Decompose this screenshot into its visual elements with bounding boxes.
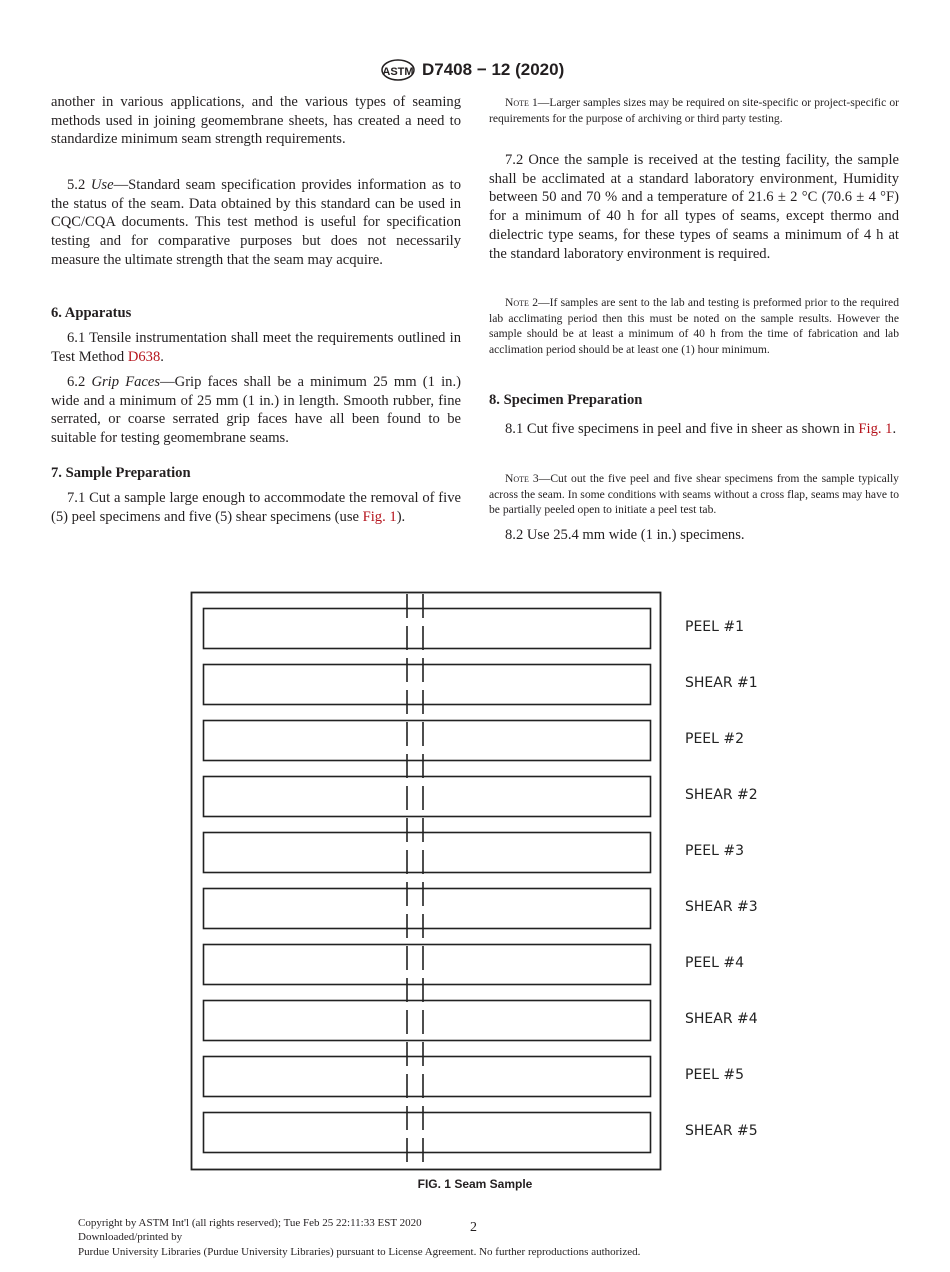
specimen-strip [204,1001,651,1041]
specimen-label: PEEL #5 [685,1067,745,1083]
section-heading-8: 8. Specimen Preparation [489,392,643,408]
paragraph-7-1: 7.1 Cut a sample large enough to accommodate the removal of five (5) peel specimens and five (5) shear specimens (use Fig. 1). [51,490,461,525]
section-heading-6: 6. Apparatus [51,305,132,321]
specimen-label: PEEL #1 [685,619,745,635]
specimen-label: SHEAR #3 [685,899,758,915]
specimen-strip [204,833,651,873]
paragraph-6-1: 6.1 Tensile instrumentation shall meet the requirements outlined in Test Method D638. [51,330,461,365]
specimen-strip [204,945,651,985]
note-2: Note 2—If samples are sent to the lab and testing is preformed prior to the required lab acclimating period then this must be noted on the sample results. However the sample should be at least a minimum of 40 h from the time of fabrication and lab acclimation period should be at least one (1) hour minimum. [489,296,899,356]
sample-outline [192,593,661,1170]
footer-downloaded: Downloaded/printed by [78,1231,183,1243]
paragraph-8-1: 8.1 Cut five specimens in peel and five in sheer as shown in Fig. 1. [505,421,897,437]
specimen-strip [204,721,651,761]
specimen-strip [204,665,651,705]
figure-caption: FIG. 1 Seam Sample [417,1177,533,1191]
specimen-label: PEEL #4 [685,955,745,971]
specimen-strip [204,1057,651,1097]
specimen-strip [204,889,651,929]
paragraph-5-2: 5.2 Use—Standard seam specification provides information as to the status of the seam. Data obtained by this standard can be used in CQC/CQA documents. This test method is useful for specification testing and for comparative purposes but does not necessarily measure the ultimate strength that the seam may acquire. [51,177,461,268]
fig-1-link[interactable]: Fig. 1 [858,421,893,437]
specimen-label: SHEAR #4 [685,1011,758,1027]
paragraph-5-1-continued: another in various applications, and the various types of seaming methods used in joining geomembrane sheets, has created a need to standardize minimum seam strength requirements. [51,94,461,148]
note-1: Note 1—Larger samples sizes may be required on site-specific or project-specific or requirements for the purpose of archiving or third party testing. [489,96,899,125]
page-number: 2 [470,1220,477,1235]
specimen-label: SHEAR #2 [685,787,758,803]
specimen-label: PEEL #3 [685,843,745,859]
footer-license: Purdue University Libraries (Purdue University Libraries) pursuant to License Agreement. No further reproductions authorized. [78,1246,641,1258]
footer-copyright: Copyright by ASTM Int'l (all rights reserved); Tue Feb 25 22:11:33 EST 2020 [78,1217,422,1229]
paragraph-6-2: 6.2 Grip Faces—Grip faces shall be a minimum 25 mm (1 in.) wide and a minimum of 25 mm (1 in.) in length. Smooth rubber, fine serrated, or coarse serrated grip faces have all been found to be suitable for testing geomembrane seams. [51,374,461,447]
fig-1-link[interactable]: Fig. 1 [362,508,397,525]
standard-designation: D7408 − 12 (2020) [422,60,565,79]
svg-text:ASTM: ASTM [382,66,414,78]
specimen-label: SHEAR #5 [685,1123,758,1139]
specimen-label: SHEAR #1 [685,675,758,691]
specimen-strip [204,777,651,817]
d638-link[interactable]: D638 [127,348,161,365]
note-3: Note 3—Cut out the five peel and five shear specimens from the sample typically across the seam. In some conditions with seams without a cross flap, seams may have to be partially peeled open to initiate a peel test tab. [489,472,899,517]
paragraph-7-2: 7.2 Once the sample is received at the testing facility, the sample shall be acclimated at a standard laboratory environment, Humidity between 50 and 70 % and a temperature of 21.6 ± 2 °C (70.6 ± 4 °F) for a minimum of 40 h for all types of seams, except thermo and dielectric type seams, for these types of seams a minimum of 4 h at the standard laboratory environment is required. [489,152,899,262]
specimen-strip [204,609,651,649]
paragraph-8-2: 8.2 Use 25.4 mm wide (1 in.) specimens. [505,527,745,543]
specimen-strip [204,1113,651,1153]
section-heading-7: 7. Sample Preparation [51,465,191,481]
specimen-label: PEEL #2 [685,731,745,747]
